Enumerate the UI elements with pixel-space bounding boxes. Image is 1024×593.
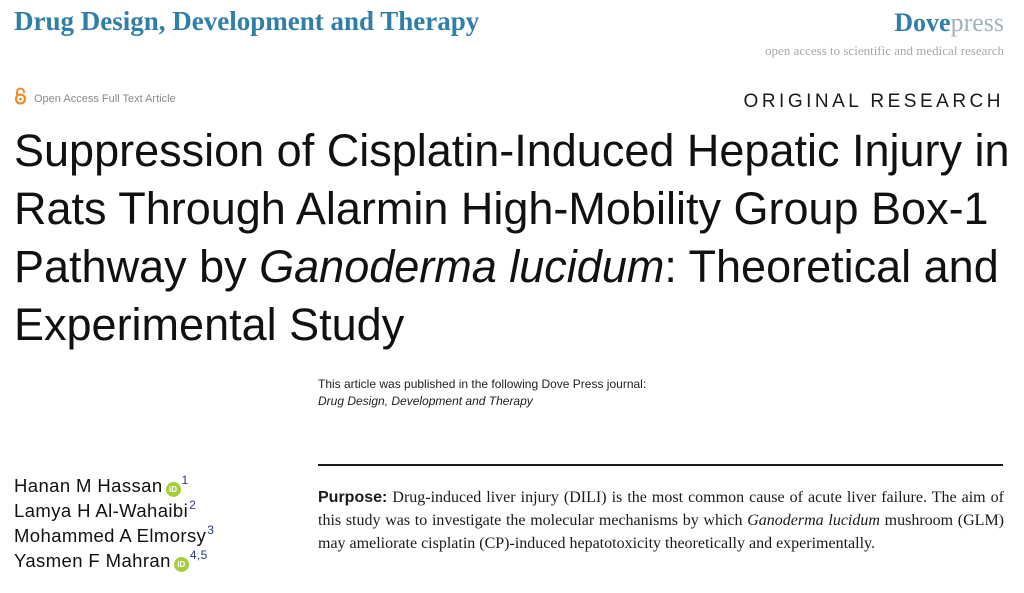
title-text-start: Suppression of Cisplatin-Induced Hepatic Injury in Rats Through Alarmin High-Mobility Group Box-1 Pathway by [14, 125, 1010, 292]
open-access-label: Open Access Full Text Article [34, 92, 176, 105]
author-item [14, 523, 214, 548]
author-item [14, 498, 214, 523]
affiliation-marker[interactable]: 1 [181, 473, 189, 487]
title-species: Ganoderma lucidum [259, 241, 665, 292]
publisher-tagline: open access to scientific and medical research [765, 43, 1004, 58]
abstract-divider [318, 464, 1003, 466]
author-name[interactable]: Mohammed A Elmorsy [14, 525, 207, 546]
abstract-text-end: mushroom (GLM) may ameliorate cisplatin (CP)-induced hepatotoxicity theoretically and experimentally. [318, 512, 1005, 552]
author-name[interactable]: Lamya H Al-Wahaibi [14, 500, 189, 521]
orcid-icon[interactable]: iD [166, 482, 181, 497]
abstract-label: Purpose: [318, 489, 388, 506]
open-access-icon [14, 87, 27, 110]
author-item [14, 548, 214, 573]
author-name[interactable]: Hanan M Hassan [14, 475, 163, 496]
orcid-icon[interactable]: iD [174, 557, 189, 572]
dovepress-logo[interactable] [894, 8, 1004, 38]
abstract-text-start: Drug-induced liver injury (DILI) is the most common cause of acute liver failure. The aim of this study was to investigate the molecular mechanisms by which [318, 489, 1004, 529]
author-item [14, 473, 214, 498]
affiliation-marker[interactable]: 4,5 [189, 548, 208, 562]
publication-journal-link[interactable]: Drug Design, Development and Therapy [318, 394, 533, 408]
logo-press-text: press [950, 8, 1004, 37]
publication-note-text: This article was published in the following Dove Press journal: [318, 377, 647, 391]
open-access-badge [14, 87, 176, 110]
article-title [14, 122, 1014, 354]
article-type: ORIGINAL RESEARCH [743, 91, 1004, 112]
title-text-end: : Theoretical and Experimental Study [14, 241, 999, 350]
affiliation-marker[interactable]: 3 [207, 523, 215, 537]
author-list [14, 473, 214, 573]
author-name[interactable]: Yasmen F Mahran [14, 550, 171, 571]
publication-note [318, 376, 646, 410]
logo-dove-text: Dove [894, 8, 951, 37]
abstract-purpose [318, 486, 1004, 555]
journal-title[interactable]: Drug Design, Development and Therapy [14, 6, 480, 36]
affiliation-marker[interactable]: 2 [189, 498, 197, 512]
abstract-species: Ganoderma lucidum [747, 512, 880, 529]
